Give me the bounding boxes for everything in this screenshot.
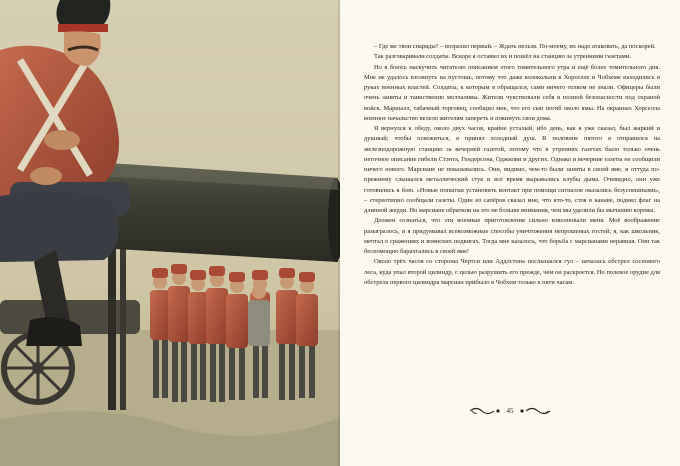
paragraph: Должен сознаться, что эти военные приготовления сильно взволновали меня. Моё воображение разыгралось, и я придумывал всевозможные способы уничтожения непрошеных гостей; я, как школьник, мечтал о сражениях и воинских подвигах. Тогда мне казалось, что борьба с марсианами неравная. Они так беспомощно барахтались в своей яме!: [364, 217, 660, 255]
paragraph: Так разговаривали солдаты. Вскоре я оставил их и пошёл на станцию за утренними газетами.: [374, 53, 631, 61]
paragraph: Но я боюсь наскучить читателю описанием этого томительного утра и ещё более томительного дня. Мне не удалось взглянуть на пустошь, потому что даже колокольни в Хорселле и Чобхеме находились в руках военных властей. Солдаты, к которым я обращался, сами ничего толком не знали. Офицеры были очень заняты и таинственно молчаливы. Жители чувствовали себя в полной безопасности под охраной войск. Маршалл, табачный торговец, сообщил мне, что его сын погиб около ямы. На окраинах Хорселла военное начальство велело жителям запереть и покинуть свои дома.: [364, 63, 660, 122]
paragraph: Около трёх часов со стороны Чертси или Аддлстона послышался гул – началась обстрел соснового леса, куда упал второй цилиндр, с целью разрушить его прежде, чем он раскроется. Но полевое орудие для обстрела первого цилиндра марсиан прибыло в Чобхем только к пяти часам.: [364, 258, 660, 286]
text-page: [340, 0, 680, 466]
page-footer: [340, 406, 680, 416]
paragraph: – Где же твои снаряды? – возразил первый. – Ждать нельзя. По-моему, их надо атаковать, да поскорей.: [374, 43, 656, 50]
left-ornament-icon: [468, 406, 502, 416]
paragraph: Я вернулся к обеду, около двух часов, крайне усталый, ибо день, как я уже сказал, был жаркий и душный; чтобы освежиться, я принял холодный душ. В половине пятого я отправился на железнодорожную станцию за вечерней газетой, потому что в утренних газетах было только очень неточное описание гибели Стэнта, Гендерсона, Оджилви и других. Однако и вечерние газеты не сообщили ничего нового. Марсиане не показывались. Они, видимо, чем-то были заняты в своей яме, и оттуда по-прежнему слышался металлический стук и всё время вырывались клубы дыма. Очевидно, они уже готовились к бою. «Новые попытки установить контакт при помощи сигналов оказались безуспешными», – стереотипно сообщали газеты. Один из сапёров сказал мне, что кто-то, стоя в канаве, поднял флаг на длинной жерди. Но марсиане обратили на это не больше внимания, чем мы уделили бы мычанию коровы.: [364, 125, 660, 214]
right-ornament-icon: [518, 406, 552, 416]
page-number: 45: [506, 407, 514, 415]
body-text: [364, 42, 660, 288]
